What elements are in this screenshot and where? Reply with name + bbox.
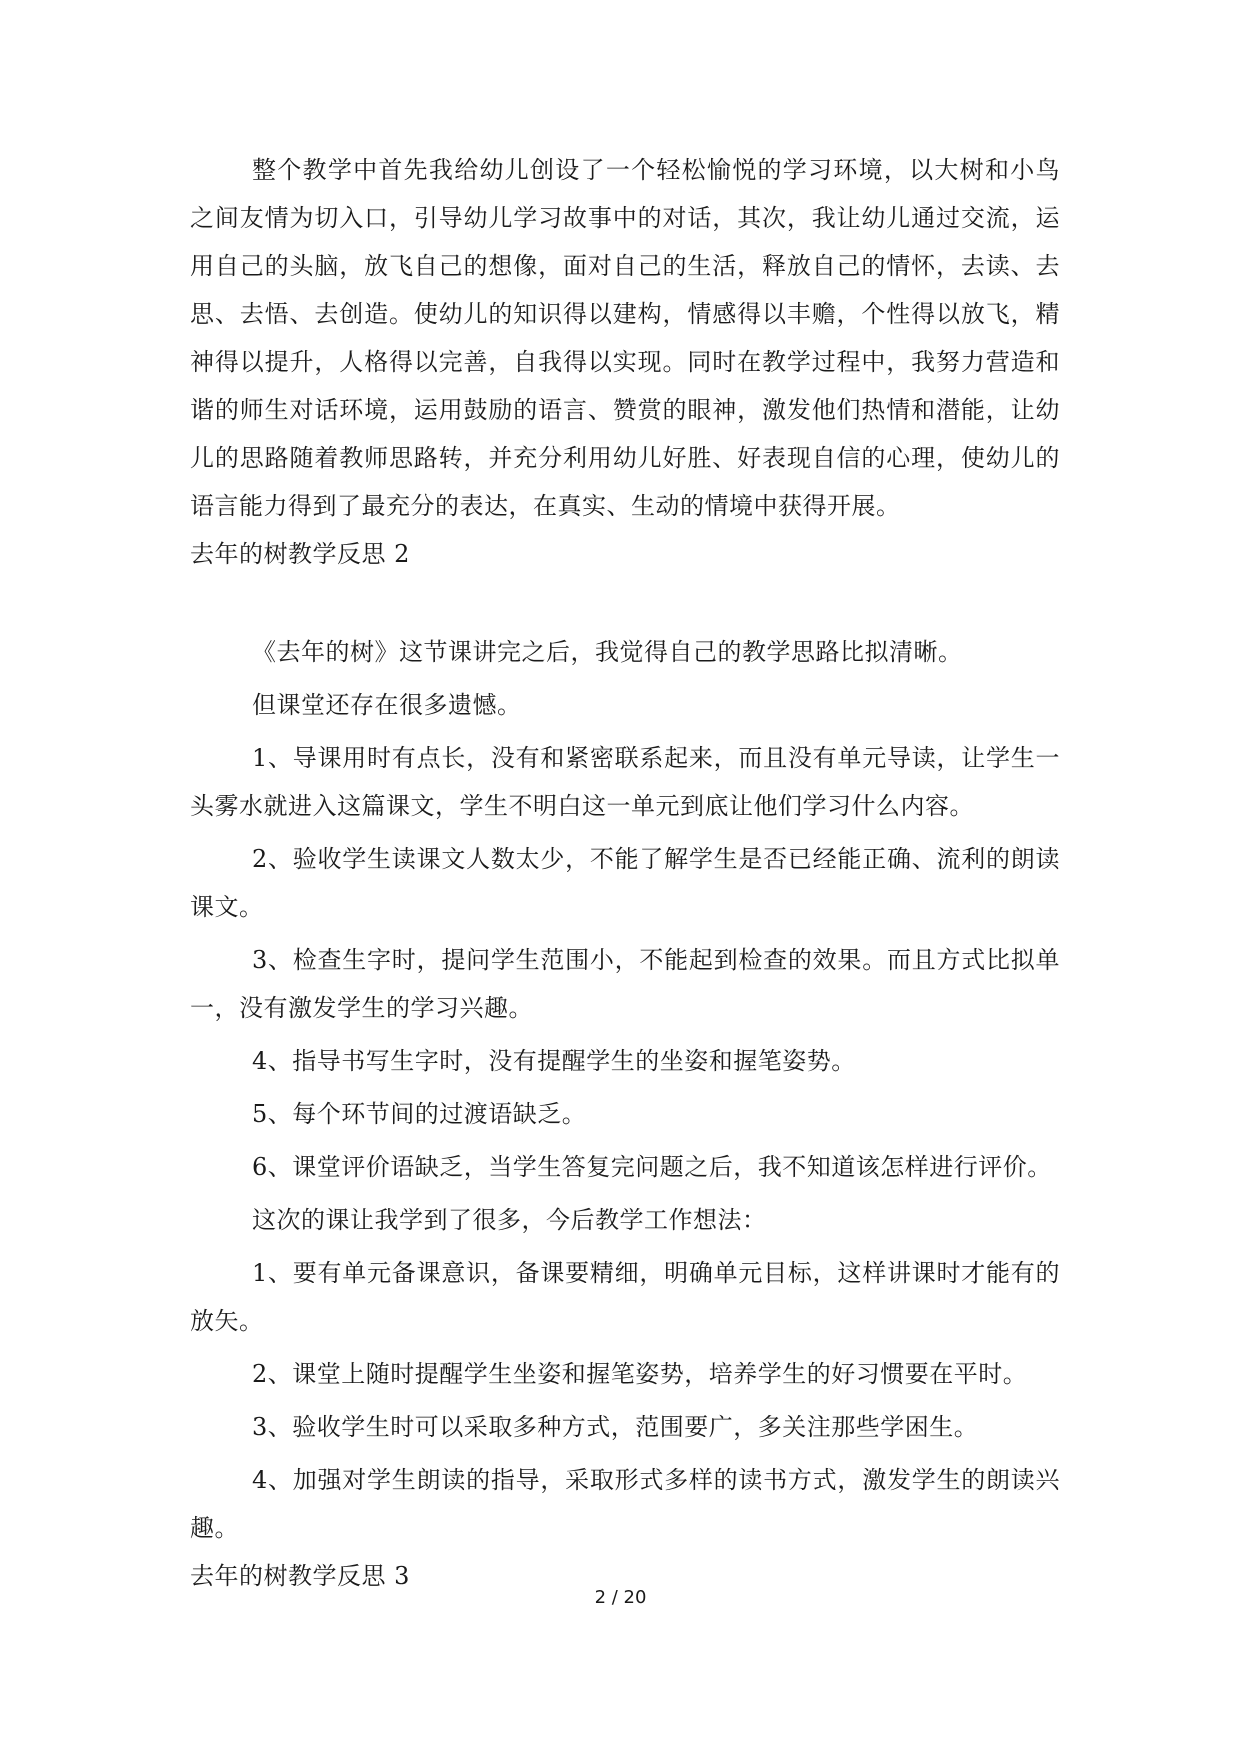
- section-spacer: [190, 578, 1060, 628]
- section-heading-2: 去年的树教学反思 2: [190, 540, 410, 568]
- paragraph: 2、验收学生读课文人数太少，不能了解学生是否已经能正确、流利的朗读课文。: [190, 845, 1060, 921]
- paragraph: 《去年的树》这节课讲完之后，我觉得自己的教学思路比拟清晰。: [252, 638, 963, 666]
- page-number: 2 / 20: [594, 1587, 647, 1608]
- document-body: [190, 146, 1060, 1600]
- paragraph: 1、导课用时有点长，没有和紧密联系起来，而且没有单元导读，让学生一头雾水就进入这篇课文，学生不明白这一单元到底让他们学习什么内容。: [190, 744, 1060, 820]
- section-heading-3: 去年的树教学反思 3: [190, 1562, 410, 1590]
- intro-paragraph: 整个教学中首先我给幼儿创设了一个轻松愉悦的学习环境，以大树和小鸟之间友情为切入口，引导幼儿学习故事中的对话，其次，我让幼儿通过交流，运用自己的头脑，放飞自己的想像，面对自己的生活，释放自己的情怀，去读、去思、去悟、去创造。使幼儿的知识得以建构，情感得以丰赡，个性得以放飞，精神得以提升，人格得以完善，自我得以实现。同时在教学过程中，我努力营造和谐的师生对话环境，运用鼓励的语言、赞赏的眼神，激发他们热情和潜能，让幼儿的思路随着教师思路转，并充分利用幼儿好胜、好表现自信的心理，使幼儿的语言能力得到了最充分的表达，在真实、生动的情境中获得开展。: [190, 156, 1060, 520]
- paragraph: 2、课堂上随时提醒学生坐姿和握笔姿势，培养学生的好习惯要在平时。: [252, 1360, 1028, 1388]
- paragraph: 1、要有单元备课意识，备课要精细，明确单元目标，这样讲课时才能有的放矢。: [190, 1259, 1060, 1335]
- paragraph: 6、课堂评价语缺乏，当学生答复完问题之后，我不知道该怎样进行评价。: [252, 1153, 1052, 1181]
- paragraph: 这次的课让我学到了很多，今后教学工作想法：: [252, 1206, 767, 1234]
- paragraph: 5、每个环节间的过渡语缺乏。: [252, 1100, 587, 1128]
- paragraph: 但课堂还存在很多遗憾。: [252, 691, 522, 719]
- paragraph: 4、指导书写生字时，没有提醒学生的坐姿和握笔姿势。: [252, 1047, 856, 1075]
- paragraph: 3、验收学生时可以采取多种方式，范围要广，多关注那些学困生。: [252, 1413, 979, 1441]
- paragraph: 4、加强对学生朗读的指导，采取形式多样的读书方式，激发学生的朗读兴趣。: [190, 1466, 1060, 1542]
- paragraph: 3、检查生字时，提问学生范围小，不能起到检查的效果。而且方式比拟单一，没有激发学生的学习兴趣。: [190, 946, 1060, 1022]
